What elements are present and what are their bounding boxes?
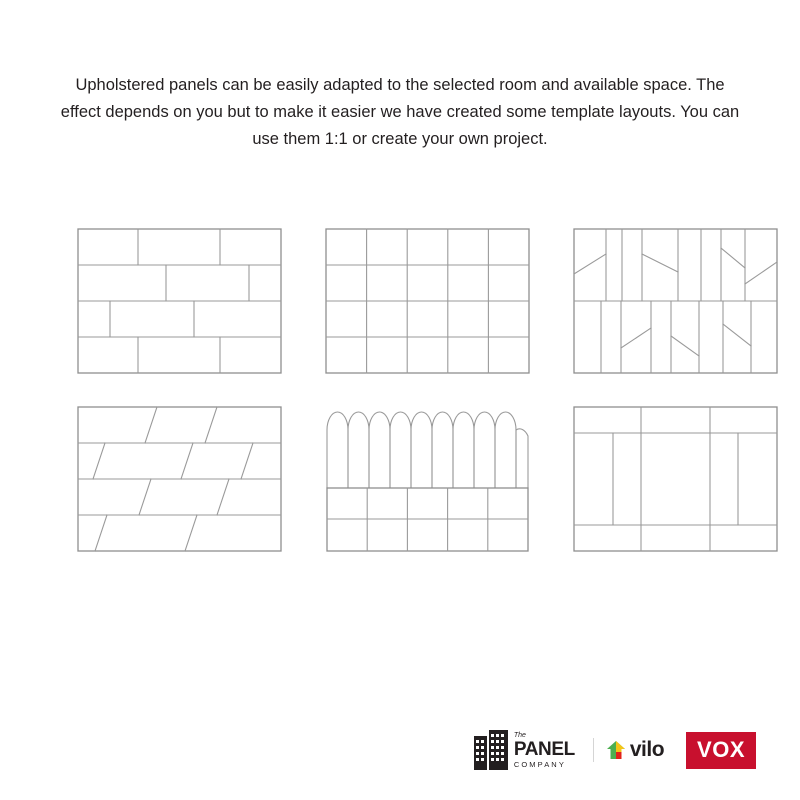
layout-gallery [0,228,800,584]
vilo-house-icon [606,740,626,760]
layout-tile-arched-top-panels[interactable] [325,406,530,552]
regular-grid-diagram [325,228,530,374]
layout-tile-diagonal-slanted-bond[interactable] [77,406,282,552]
offset-brick-bond-diagram [77,228,282,374]
layout-tile-offset-brick-bond[interactable] [77,228,282,374]
panel-logo-the: The [513,731,526,739]
layout-tile-angled-vertical-mix[interactable] [573,228,778,374]
vilo-wordmark: vilo [629,738,665,761]
intro-paragraph: Upholstered panels can be easily adapted to the selected room and available space. The effect depends on you but to make it easier we have created some template layouts. You can use them 1:1 or create your own project. [60,76,740,148]
angled-vertical-mix-diagram [573,228,778,374]
panel-company-wordmark [514,732,575,769]
panel-company-logo[interactable] [474,730,575,770]
panel-logo-main: PANEL [513,738,575,760]
building-icon [474,730,508,770]
arched-top-panels-diagram [325,406,530,552]
vox-logo[interactable]: VOX [686,732,756,769]
large-panel-with-slats-diagram [573,406,778,552]
panel-logo-sub: COMPANY [513,759,566,769]
layout-tile-large-panel-with-slats[interactable] [573,406,778,552]
vilo-logo[interactable] [593,738,664,762]
diagonal-slanted-bond-diagram [77,406,282,552]
footer-logos [0,722,800,778]
layout-tile-regular-grid[interactable] [325,228,530,374]
